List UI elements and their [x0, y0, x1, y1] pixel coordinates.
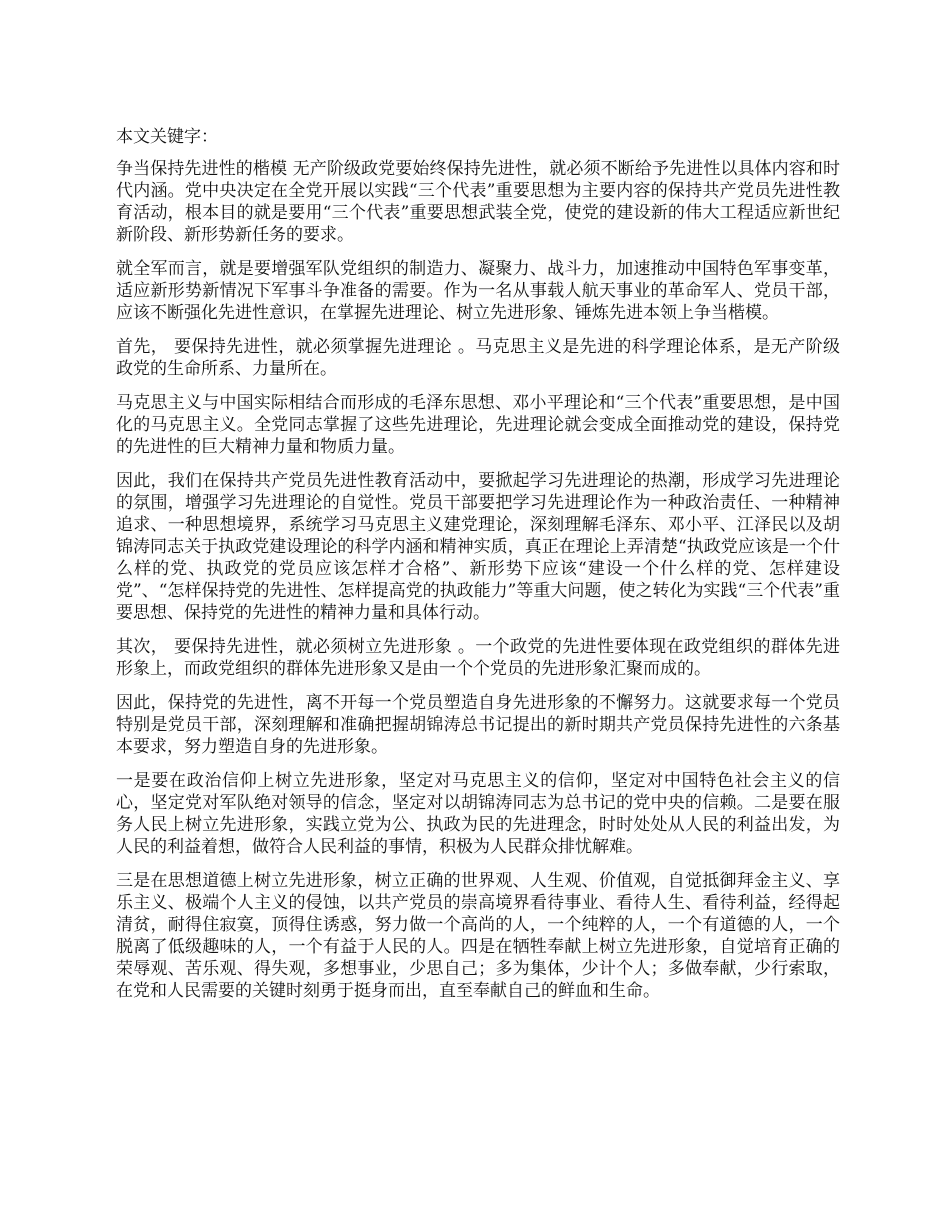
document-page [116, 126, 840, 1014]
paragraph-9: 三是在思想道德上树立先进形象，树立正确的世界观、人生观、价值观，自觉抵御拜金主义、享乐主义、极端个人主义的侵蚀，以共产党员的崇高境界看待事业、看待人生、看待利益，经得起清贫，耐得住寂寞，顶得住诱惑，努力做一个高尚的人，一个纯粹的人，一个有道德的人，一个脱离了低级趣味的人，一个有益于人民的人。四是在牺牲奉献上树立先进形象，自觉培育正确的荣辱观、苦乐观、得失观，多想事业，少思自己；多为集体，少计个人；多做奉献，少行索取，在党和人民需要的关键时刻勇于挺身而出，直至奉献自己的鲜血和生命。 [116, 871, 840, 1001]
paragraph-7: 因此，保持党的先进性，离不开每一个党员塑造自身先进形象的不懈努力。这就要求每一个党员特别是党员干部，深刻理解和准确把握胡锦涛总书记提出的新时期共产党员保持先进性的六条基本要求，努力塑造自身的先进形象。 [116, 693, 840, 757]
paragraph-8: 一是要在政治信仰上树立先进形象，坚定对马克思主义的信仰，坚定对中国特色社会主义的信心，坚定党对军队绝对领导的信念，坚定对以胡锦涛同志为总书记的党中央的信赖。二是要在服务人民上树立先进形象，实践立党为公、执政为民的先进理念，时时处处从人民的利益出发，为人民的利益着想，做符合人民利益的事情，积极为人民群众排忧解难。 [116, 771, 840, 857]
keyword-label: 本文关键字： [116, 127, 218, 147]
paragraph-1: 争当保持先进性的楷模 无产阶级政党要始终保持先进性，就必须不断给予先进性以具体内容和时代内涵。党中央决定在全党开展以实践“三个代表”重要思想为主要内容的保持共产党员先进性教育活动，根本目的就是要用“三个代表”重要思想武装全党，使党的建设新的伟大工程适应新世纪新阶段、新形势新任务的要求。 [116, 159, 840, 245]
paragraph-5: 因此，我们在保持共产党员先进性教育活动中，要掀起学习先进理论的热潮，形成学习先进理论的氛围，增强学习先进理论的自觉性。党员干部要把学习先进理论作为一种政治责任、一种精神追求、一种思想境界，系统学习马克思主义建党理论，深刻理解毛泽东、邓小平、江泽民以及胡锦涛同志关于执政党建设理论的科学内涵和精神实质，真正在理论上弄清楚“执政党应该是一个什么样的党、执政党的党员应该怎样才合格”、新形势下应该“建设一个什么样的党、怎样建设党”、“怎样保持党的先进性、怎样提高党的执政能力”等重大问题，使之转化为实践“三个代表”重要思想、保持党的先进性的精神力量和具体行动。 [116, 471, 840, 623]
paragraph-4: 马克思主义与中国实际相结合而形成的毛泽东思想、邓小平理论和“三个代表”重要思想，是中国化的马克思主义。全党同志掌握了这些先进理论，先进理论就会变成全面推动党的建设，保持党的先进性的巨大精神力量和物质力量。 [116, 393, 840, 457]
paragraph-2: 就全军而言，就是要增强军队党组织的制造力、凝聚力、战斗力，加速推动中国特色军事变革，适应新形势新情况下军事斗争准备的需要。作为一名从事载人航天事业的革命军人、党员干部，应该不断强化先进性意识，在掌握先进理论、树立先进形象、锤炼先进本领上争当楷模。 [116, 259, 840, 323]
paragraph-6: 其次， 要保持先进性，就必须树立先进形象 。一个政党的先进性要体现在政党组织的群体先进形象上，而政党组织的群体先进形象又是由一个个党员的先进形象汇聚而成的。 [116, 637, 840, 679]
paragraph-3: 首先， 要保持先进性，就必须掌握先进理论 。马克思主义是先进的科学理论体系，是无产阶级政党的生命所系、力量所在。 [116, 337, 840, 379]
